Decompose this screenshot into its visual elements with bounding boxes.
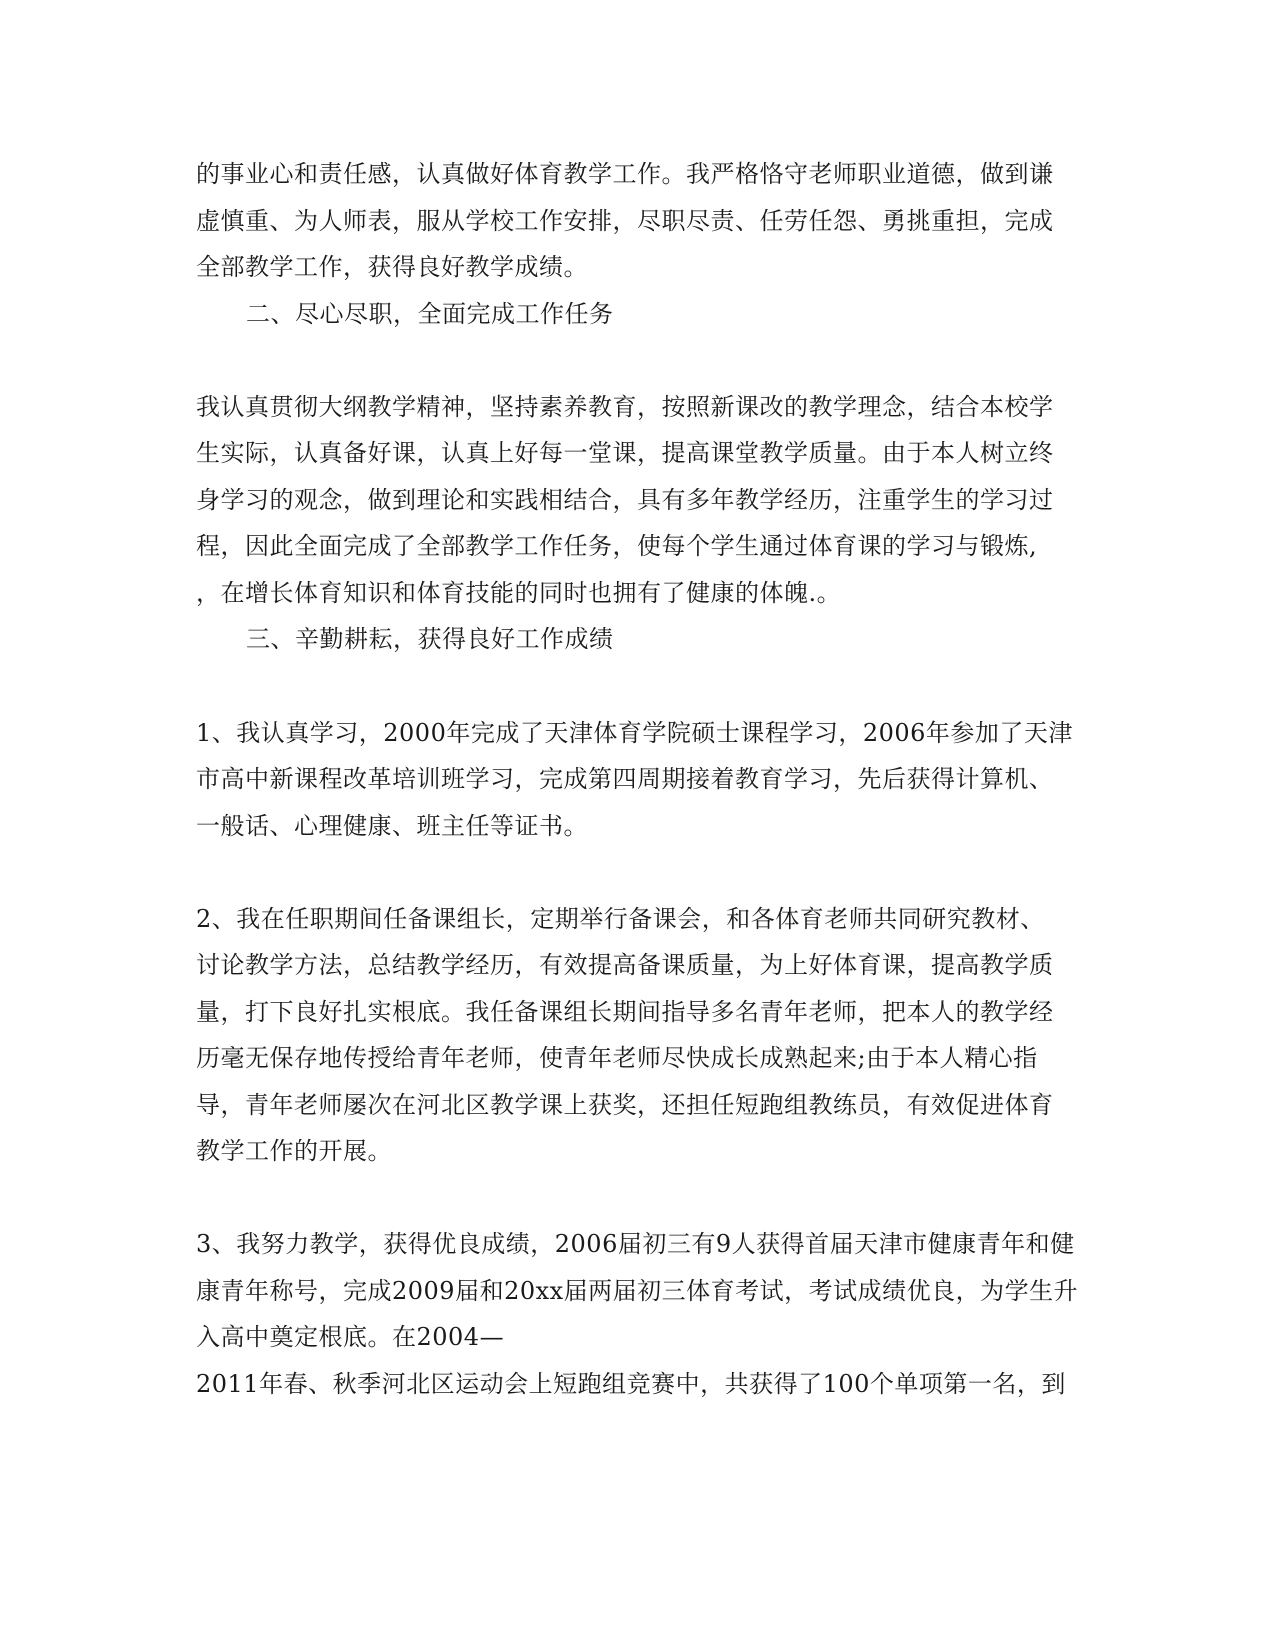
body-text-line: 教学工作的开展。 — [196, 1137, 392, 1165]
body-text-line: 虚慎重、为人师表，服从学校工作安排，尽职尽责、任劳任怨、勇挑重担，完成 — [196, 207, 1054, 235]
body-text-line: 全部教学工作，获得良好教学成绩。 — [196, 253, 588, 281]
body-text-line: 生实际，认真备好课，认真上好每一堂课，提高课堂教学质量。由于本人树立终 — [196, 439, 1054, 467]
body-text-line: 入高中奠定根底。在2004— — [196, 1323, 505, 1351]
body-text-line: 1、我认真学习，2000年完成了天津体育学院硕士课程学习，2006年参加了天津 — [196, 719, 1073, 747]
body-text-line: 2、我在任职期间任备课组长，定期举行备课会，和各体育老师共同研究教材、 — [196, 905, 1045, 933]
body-text-line: 康青年称号，完成2009届和20xx届两届初三体育考试，考试成绩优良，为学生升 — [196, 1277, 1079, 1305]
body-text-line: 的事业心和责任感，认真做好体育教学工作。我严格恪守老师职业道德，做到谦 — [196, 160, 1054, 188]
section-heading-2: 二、尽心尽职，全面完成工作任务 — [246, 300, 614, 328]
section-heading-3: 三、辛勤耕耘，获得良好工作成绩 — [246, 625, 614, 653]
body-text-line: 导，青年老师屡次在河北区教学课上获奖，还担任短跑组教练员，有效促进体育 — [196, 1091, 1054, 1119]
body-text-line: 我认真贯彻大纲教学精神，坚持素养教育，按照新课改的教学理念，结合本校学 — [196, 393, 1054, 421]
body-text-line: 市高中新课程改革培训班学习，完成第四周期接着教育学习，先后获得计算机、 — [196, 765, 1054, 793]
body-text-line: 3、我努力教学，获得优良成绩，2006届初三有9人获得首届天津市健康青年和健 — [196, 1230, 1075, 1258]
body-text-line: ，在增长体育知识和体育技能的同时也拥有了健康的体魄.。 — [196, 579, 842, 607]
body-text-line: 程，因此全面完成了全部教学工作任务，使每个学生通过体育课的学习与锻炼, — [196, 532, 1038, 560]
body-text-line: 一般话、心理健康、班主任等证书。 — [196, 812, 588, 840]
body-text-line: 量，打下良好扎实根底。我任备课组长期间指导多名青年老师，把本人的教学经 — [196, 998, 1054, 1026]
body-text-line: 历毫无保存地传授给青年老师，使青年老师尽快成长成熟起来;由于本人精心指 — [196, 1044, 1038, 1072]
body-text-line: 身学习的观念，做到理论和实践相结合，具有多年教学经历，注重学生的学习过 — [196, 486, 1054, 514]
body-text-line: 2011年春、秋季河北区运动会上短跑组竞赛中，共获得了100个单项第一名，到 — [196, 1370, 1066, 1398]
body-text-line: 讨论教学方法，总结教学经历，有效提高备课质量，为上好体育课，提高教学质 — [196, 951, 1054, 979]
